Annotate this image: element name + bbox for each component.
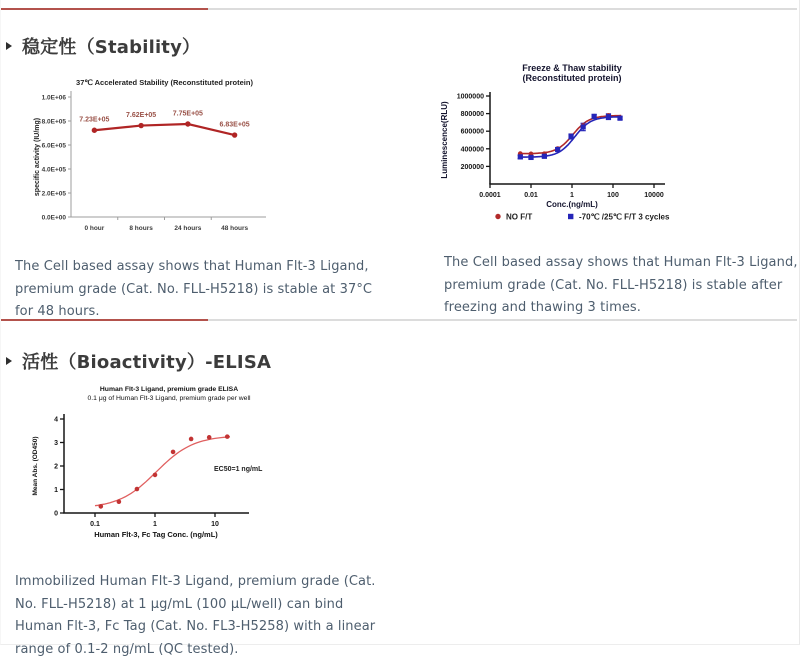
svg-text:Luminescence(RLU): Luminescence(RLU) xyxy=(440,101,449,179)
svg-text:6.83E+05: 6.83E+05 xyxy=(219,121,250,129)
svg-text:1: 1 xyxy=(54,486,58,494)
divider-red-accent xyxy=(1,8,208,10)
elisa-bioactivity-chart xyxy=(29,383,319,561)
svg-text:EC50=1 ng/mL: EC50=1 ng/mL xyxy=(214,466,263,473)
svg-text:NO F/T: NO F/T xyxy=(506,212,533,222)
svg-text:200000: 200000 xyxy=(460,163,484,171)
svg-text:10: 10 xyxy=(211,521,219,528)
svg-text:600000: 600000 xyxy=(460,128,484,136)
svg-text:-70℃ /25℃ F/T 3 cycles: -70℃ /25℃ F/T 3 cycles xyxy=(579,212,670,222)
svg-text:1: 1 xyxy=(570,192,574,199)
svg-text:Conc.(ng/mL): Conc.(ng/mL) xyxy=(546,200,598,209)
svg-text:3: 3 xyxy=(54,439,58,447)
freeze-thaw-stability-chart xyxy=(439,62,774,232)
svg-text:0.01: 0.01 xyxy=(524,192,538,199)
divider-red-accent xyxy=(1,319,208,321)
svg-text:800000: 800000 xyxy=(460,111,484,119)
svg-text:400000: 400000 xyxy=(460,146,484,154)
svg-text:specific activity (IU/mg): specific activity (IU/mg) xyxy=(34,117,41,197)
svg-text:0.0E+00: 0.0E+00 xyxy=(41,214,66,222)
svg-text:2: 2 xyxy=(54,463,58,471)
svg-text:Human Flt-3 Ligand, premium gr: Human Flt-3 Ligand, premium grade ELISA xyxy=(99,386,239,393)
svg-text:8 hours: 8 hours xyxy=(129,225,153,232)
svg-text:7.62E+05: 7.62E+05 xyxy=(126,112,157,120)
triangle-bullet-icon xyxy=(6,357,12,365)
stability-caption-right: The Cell based assay shows that Human Flt-3 Ligand, premium grade (Cat. No. FLL-H5218) is stable after freezing and thawing 3 times. xyxy=(444,255,798,315)
triangle-bullet-icon xyxy=(6,42,12,50)
svg-text:0.0001: 0.0001 xyxy=(479,192,501,199)
svg-text:24 hours: 24 hours xyxy=(174,225,202,232)
svg-text:48 hours: 48 hours xyxy=(221,225,249,232)
svg-text:0: 0 xyxy=(54,510,58,518)
svg-text:8.0E+05: 8.0E+05 xyxy=(41,118,66,126)
stability-section-title: 稳定性（Stability） xyxy=(22,37,201,58)
stability-caption-left: The Cell based assay shows that Human Flt-3 Ligand, premium grade (Cat. No. FLL-H5218) is stable at 37°C for 48 hours. xyxy=(15,259,373,319)
svg-text:1000000: 1000000 xyxy=(456,93,484,101)
bioactivity-caption: Immobilized Human Flt-3 Ligand, premium grade (Cat. No. FLL-H5218) at 1 μg/mL (100 μL/well) can bind Human Flt-3, Fc Tag (Cat. No. FL3-H5258) with a linear range of 0.1-2 ng/mL (QC tested). xyxy=(15,574,376,657)
svg-text:1.0E+06: 1.0E+06 xyxy=(41,94,66,102)
svg-text:37℃ Accelerated Stability (Rec: 37℃ Accelerated Stability (Reconstituted protein) xyxy=(76,78,253,87)
svg-text:Freeze & Thaw stability: Freeze & Thaw stability xyxy=(522,63,622,73)
svg-text:2.0E+05: 2.0E+05 xyxy=(41,190,66,198)
svg-text:Mean Abs. (OD450): Mean Abs. (OD450) xyxy=(32,436,39,496)
svg-text:7.75E+05: 7.75E+05 xyxy=(172,110,203,118)
svg-text:10000: 10000 xyxy=(644,192,664,199)
svg-text:0.1: 0.1 xyxy=(90,521,100,528)
svg-text:(Reconstituted protein): (Reconstituted protein) xyxy=(522,73,622,83)
bioactivity-section-title: 活性（Bioactivity）-ELISA xyxy=(22,352,272,373)
svg-text:4.0E+05: 4.0E+05 xyxy=(41,166,66,174)
bioactivity-section-header[interactable] xyxy=(6,348,271,374)
svg-text:6.0E+05: 6.0E+05 xyxy=(41,142,66,150)
section-divider-middle xyxy=(1,319,797,321)
svg-text:100: 100 xyxy=(607,192,619,199)
stability-section-header[interactable] xyxy=(6,33,200,59)
svg-text:7.23E+05: 7.23E+05 xyxy=(79,116,110,124)
svg-text:1: 1 xyxy=(153,521,157,528)
svg-text:0 hour: 0 hour xyxy=(84,225,105,232)
section-divider-top xyxy=(1,8,797,10)
svg-text:4: 4 xyxy=(54,416,58,424)
svg-text:0.1 μg of Human Flt-3 Ligand,: 0.1 μg of Human Flt-3 Ligand, premium grade per well xyxy=(87,395,251,402)
svg-text:Human Flt-3, Fc Tag Conc. (ng/: Human Flt-3, Fc Tag Conc. (ng/mL) xyxy=(94,530,218,539)
accelerated-stability-chart xyxy=(29,73,329,238)
